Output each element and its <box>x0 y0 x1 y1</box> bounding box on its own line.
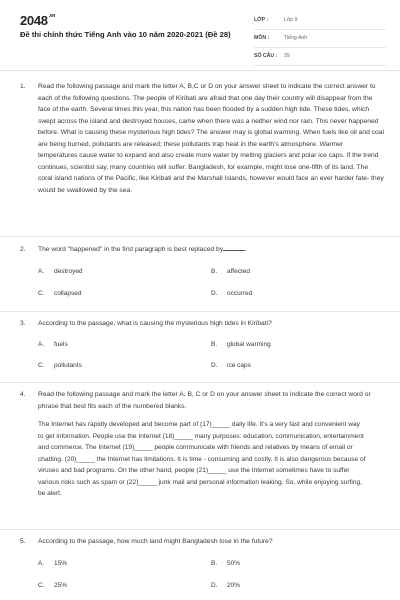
question-stem: Read the following passage and mark the letter A, B, C or D on your answer sheet to indicate the correct word or phrase that best fits each of the numbered blanks. <box>38 391 371 410</box>
option-letter: A. <box>38 268 45 275</box>
question-stem <box>38 244 384 256</box>
question-stem: Read the following passage and mark the letter A, B,C or D on your answer sheet to indicate the correct answer to each of the following questions. The people of Kiribati are afraid that one day their country will disappear from the face of the earth. Several times this year, this nation has been flooded by a sudden high tide. These tides, which swept across the island and destroyed houses, came when there was a neither wind nor rain. This never happened before. What is causing these mysterious high tides? The answer may is global warming. When fuels like oil and coal are being burned, pollutants are released; these pollutants trap heat in the earth's atmosphere. Warmer temperatures cause water to expand and also create more water by melting glaciers and polar ice caps. If the trend continues, scientist say, many countries will suffer. Bangladesh, for example, might lose one-fifth of its land. The coral island nations of the Pacific, like Kiribati and the Marshall Islands, however would face an ever harder fate- they would be swallowed by the sea. <box>38 83 384 194</box>
meta-value: Lớp 9 <box>284 17 298 23</box>
option-d[interactable] <box>211 582 240 589</box>
option-d[interactable] <box>211 290 252 297</box>
meta-key: MÔN : <box>254 35 270 41</box>
question-stem: According to the passage, what is causing the mysterious high tides in Kiribati? <box>38 320 272 327</box>
option-text: 50% <box>227 560 241 567</box>
option-letter: D. <box>211 290 218 297</box>
question-stem: According to the passage, how much land might Bangladesh lose in the future? <box>38 538 273 545</box>
option-letter: A. <box>38 341 45 348</box>
question-divider <box>0 236 400 237</box>
option-a[interactable] <box>38 341 68 348</box>
site-logo[interactable] <box>20 13 55 28</box>
option-letter: D. <box>211 362 218 369</box>
option-text: 20% <box>227 582 241 589</box>
page-header <box>0 0 400 70</box>
option-letter: A. <box>38 560 45 567</box>
option-b[interactable] <box>211 268 250 275</box>
option-text: destroyed <box>54 268 83 275</box>
option-d[interactable] <box>211 362 251 369</box>
meta-row-subject <box>254 30 386 48</box>
question-number: 4. <box>20 391 26 398</box>
meta-key: LỚP : <box>254 17 269 23</box>
option-text: 15% <box>54 560 68 567</box>
option-c[interactable] <box>38 362 82 369</box>
meta-value: 29 <box>284 53 290 59</box>
option-b[interactable] <box>211 341 271 348</box>
option-c[interactable] <box>38 582 67 589</box>
option-letter: C. <box>38 290 45 297</box>
option-text: fuels <box>54 341 68 348</box>
question-number: 5. <box>20 538 26 545</box>
option-b[interactable] <box>211 560 240 567</box>
question-number: 3. <box>20 320 26 327</box>
stem-text-end: . <box>245 246 247 253</box>
answer-blank <box>223 244 245 251</box>
meta-row-count <box>254 48 386 66</box>
question-divider <box>0 529 400 530</box>
option-letter: C. <box>38 582 45 589</box>
meta-row-class <box>254 12 386 30</box>
logo-suffix: .vn <box>48 13 56 19</box>
option-text: occurred <box>227 290 253 297</box>
reading-passage: The Internet has rapidly developed and become part of (17)_____ daily life. It's a very fast and convenient way to get information. People use the Internet (18)_____ many purposes: education, communication, entertainment and commerce. The Internet (19)_____ people communicate with friends and relatives by means of email or chatting. (20)_____ the Internet has limitations. It is time - consuming and costly. It is also dangerous because of viruses and bad programs. On the other hand, people (21)_____ use the Internet sometimes have to suffer various risks such as spam or (22)_____ junk mail and personal information leaking. So, while enjoying surfing, be alert. <box>38 421 366 497</box>
option-text: ice caps <box>227 362 251 369</box>
option-a[interactable] <box>38 560 67 567</box>
logo-text: 2048 <box>20 13 48 28</box>
exam-meta-panel <box>254 12 386 66</box>
option-text: pollutants <box>54 362 82 369</box>
option-text: affected <box>227 268 251 275</box>
header-divider <box>0 70 400 71</box>
meta-key: SỐ CÂU : <box>254 53 278 59</box>
page-title: Đề thi chính thức Tiếng Anh vào 10 năm 2020-2021 (Đề 28) <box>20 30 231 39</box>
question-number: 2. <box>20 246 26 253</box>
option-letter: B. <box>211 268 218 275</box>
stem-text: The word "happened" in the first paragraph is best replaced by <box>38 246 224 253</box>
option-letter: B. <box>211 341 218 348</box>
question-divider <box>0 382 400 383</box>
question-divider <box>0 311 400 312</box>
option-letter: D. <box>211 582 218 589</box>
option-a[interactable] <box>38 268 83 275</box>
option-text: 25% <box>54 582 68 589</box>
option-c[interactable] <box>38 290 81 297</box>
question-number: 1. <box>20 83 26 90</box>
option-text: collapsed <box>54 290 82 297</box>
meta-value: Tiếng Anh <box>284 35 308 41</box>
option-text: global warming <box>227 341 271 348</box>
option-letter: C. <box>38 362 45 369</box>
option-letter: B. <box>211 560 218 567</box>
